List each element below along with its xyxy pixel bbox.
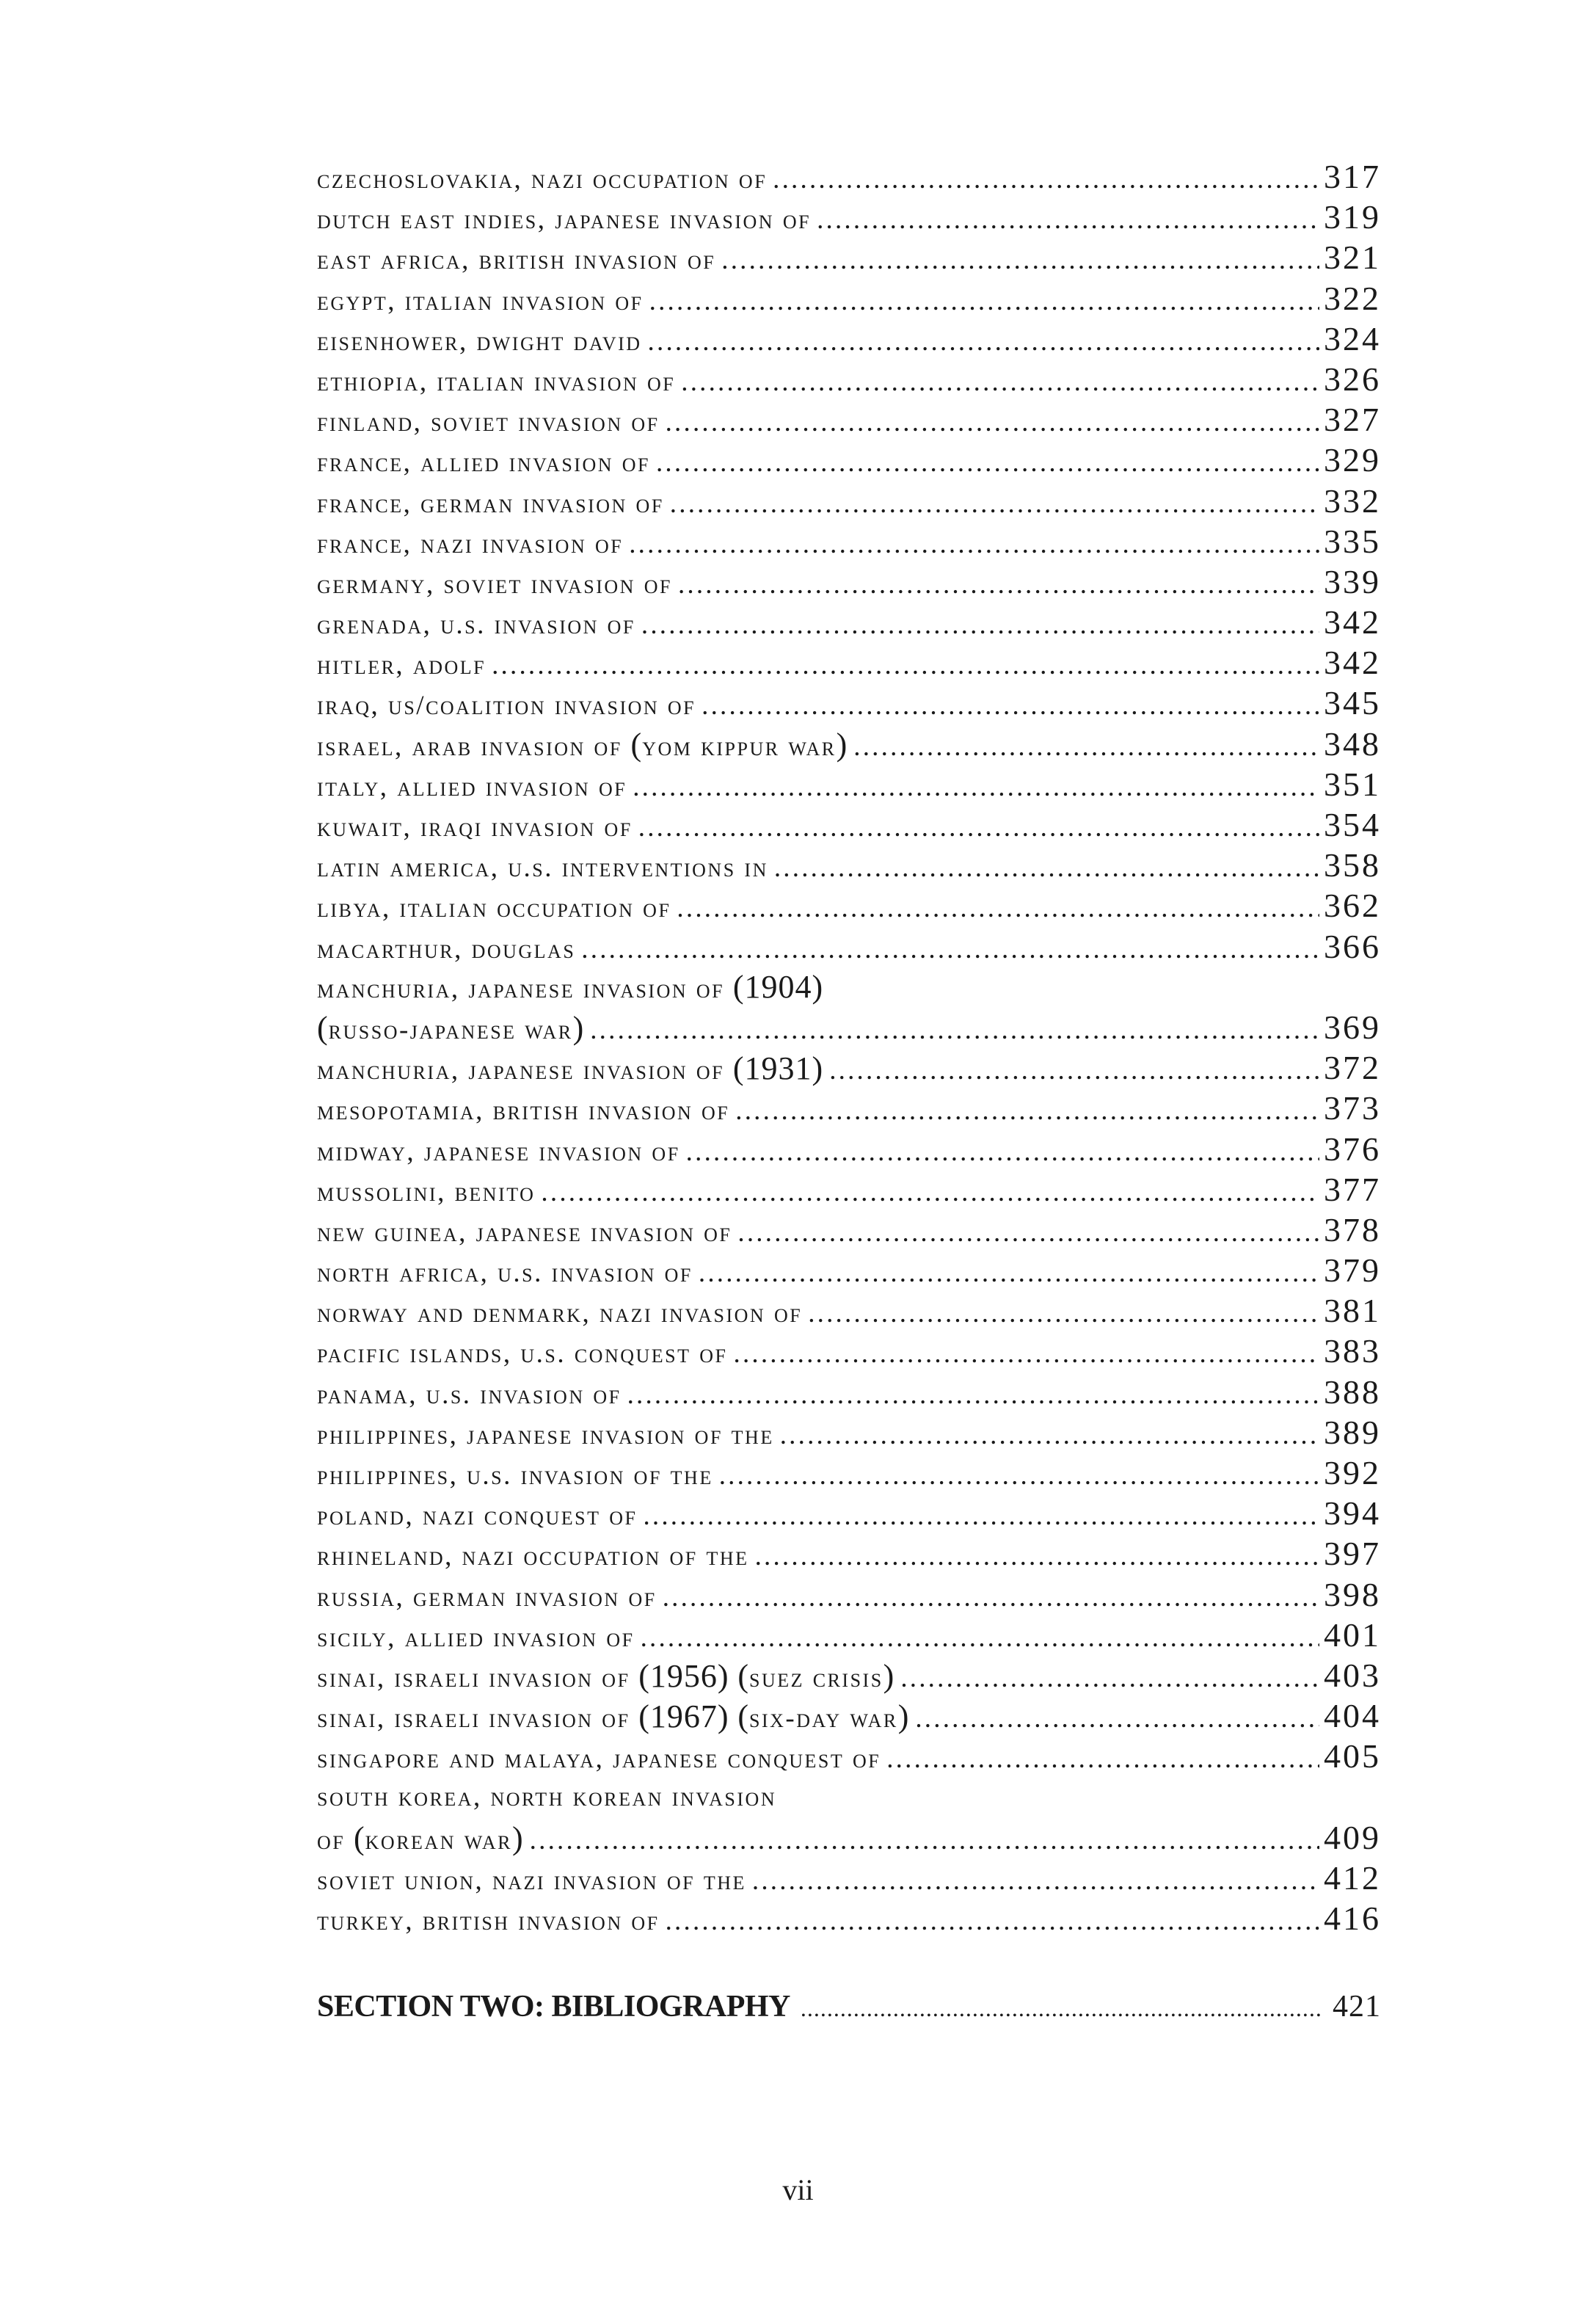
- toc-entry-title: mussolini, benito: [317, 1177, 536, 1207]
- toc-entry[interactable]: [317, 237, 1381, 277]
- toc-entry-line: [317, 197, 1381, 237]
- toc-entry[interactable]: [317, 1088, 1381, 1128]
- toc-entry-page: 394: [1324, 1494, 1381, 1533]
- toc-entry-title: sinai, israeli invasion of (1956) (suez crisis): [317, 1657, 895, 1694]
- toc-entry[interactable]: [317, 156, 1381, 197]
- toc-entry-page: 378: [1324, 1210, 1381, 1248]
- toc-entry[interactable]: [317, 967, 1381, 1047]
- dot-leader: [581, 929, 1319, 970]
- toc-entry-title: turkey, british invasion of: [317, 1906, 660, 1937]
- toc-entry-line: [317, 967, 1381, 1007]
- dot-leader: [641, 1618, 1319, 1658]
- toc-entry-title: latin america, u.s. interventions in: [317, 853, 768, 884]
- toc-entry-page: 348: [1324, 724, 1381, 763]
- dot-leader: [666, 1901, 1319, 1941]
- toc-entry[interactable]: [317, 764, 1381, 804]
- dot-leader: [678, 564, 1319, 605]
- dot-leader: [780, 1415, 1319, 1455]
- toc-entry-title: mesopotamia, british invasion of: [317, 1096, 730, 1127]
- toc-entry-title: east africa, british invasion of: [317, 245, 716, 276]
- toc-entry-line: [317, 1858, 1381, 1898]
- toc-entry-title: (russo-japanese war): [317, 1009, 585, 1046]
- toc-entry-title: dutch east indies, japanese invasion of: [317, 205, 812, 236]
- toc-entry-page: 398: [1324, 1575, 1381, 1613]
- dot-leader: [915, 1698, 1319, 1739]
- toc-entry-title: of (korean war): [317, 1820, 524, 1856]
- toc-entry-page: 335: [1324, 522, 1381, 560]
- toc-entry-page: 404: [1324, 1697, 1381, 1735]
- toc-entry-line: [317, 1210, 1381, 1250]
- toc-entry-page: 405: [1324, 1737, 1381, 1775]
- toc-entry-line: [317, 683, 1381, 723]
- toc-entry-page: 329: [1324, 441, 1381, 479]
- toc-entry[interactable]: [317, 1210, 1381, 1250]
- toc-entry-line: [317, 561, 1381, 602]
- toc-entry[interactable]: [317, 804, 1381, 845]
- toc-entry[interactable]: [317, 1574, 1381, 1615]
- toc-entry[interactable]: [317, 197, 1381, 237]
- toc-entry-title: grenada, u.s. invasion of: [317, 610, 635, 641]
- dot-leader: [773, 159, 1319, 200]
- toc-entry-page: 409: [1324, 1818, 1381, 1856]
- toc-entry-page: 389: [1324, 1413, 1381, 1451]
- toc-entry-title: midway, japanese invasion of: [317, 1136, 680, 1167]
- toc-entry[interactable]: [317, 440, 1381, 480]
- toc-entry-page: 366: [1324, 927, 1381, 965]
- toc-entry[interactable]: [317, 1412, 1381, 1453]
- dot-leader: [737, 1213, 1319, 1253]
- toc-entry-title: ethiopia, italian invasion of: [317, 366, 676, 397]
- toc-entry-page: 319: [1324, 198, 1381, 236]
- toc-entry-line: [317, 804, 1381, 845]
- toc-entry-line: [317, 237, 1381, 277]
- toc-entry-page: 322: [1324, 279, 1381, 317]
- toc-entry-title: germany, soviet invasion of: [317, 569, 672, 600]
- toc-entry-title: singapore and malaya, japanese conquest of: [317, 1744, 881, 1775]
- dot-leader: [663, 1577, 1319, 1618]
- toc-entry[interactable]: [317, 642, 1381, 683]
- toc-entry-line: [317, 399, 1381, 440]
- toc-entry[interactable]: [317, 845, 1381, 885]
- toc-entry-line: [317, 1777, 1381, 1817]
- toc-entry[interactable]: [317, 278, 1381, 319]
- toc-entry-title: finland, soviet invasion of: [317, 407, 660, 438]
- toc-entry-page: 372: [1324, 1049, 1381, 1087]
- toc-entry-page: 397: [1324, 1535, 1381, 1573]
- toc-entry-line: [317, 1290, 1381, 1331]
- toc-entry[interactable]: [317, 1169, 1381, 1210]
- toc-entry[interactable]: [317, 561, 1381, 602]
- toc-entry-line: [317, 319, 1381, 359]
- toc-entry[interactable]: [317, 1736, 1381, 1776]
- toc-entry[interactable]: [317, 1331, 1381, 1371]
- toc-entry-line: [317, 1372, 1381, 1412]
- dot-leader: [686, 1132, 1319, 1172]
- toc-entry-line: [317, 156, 1381, 197]
- dot-leader: [801, 1995, 1322, 2022]
- toc-entry-line: [317, 1007, 1381, 1047]
- toc-entry-page: 326: [1324, 360, 1381, 398]
- toc-entry-line: [317, 1088, 1381, 1128]
- toc-entry-page: 324: [1324, 319, 1381, 357]
- toc-entry-line: [317, 1331, 1381, 1371]
- toc-entry-page: 379: [1324, 1251, 1381, 1290]
- toc-entry-page: 358: [1324, 846, 1381, 884]
- toc-entry[interactable]: [317, 1898, 1381, 1938]
- toc-entry-page: 376: [1324, 1130, 1381, 1168]
- toc-entry-line: [317, 1493, 1381, 1533]
- toc-entry-line: [317, 1615, 1381, 1655]
- dot-leader: [817, 200, 1319, 240]
- toc-entry-line: [317, 1655, 1381, 1695]
- toc-entry-page: 416: [1324, 1900, 1381, 1938]
- dot-leader: [648, 321, 1319, 362]
- toc-entry[interactable]: [317, 926, 1381, 967]
- toc-entry[interactable]: [317, 1372, 1381, 1412]
- toc-entry-title: soviet union, nazi invasion of the: [317, 1865, 746, 1896]
- toc-entry[interactable]: [317, 319, 1381, 359]
- toc-entry[interactable]: [317, 521, 1381, 561]
- dot-leader: [492, 645, 1319, 686]
- dot-leader: [666, 402, 1319, 443]
- toc-entry-title: italy, allied invasion of: [317, 771, 627, 802]
- dot-leader: [719, 1455, 1319, 1496]
- toc-entry-title: sicily, allied invasion of: [317, 1622, 635, 1653]
- toc-entry-title: czechoslovakia, nazi occupation of: [317, 164, 768, 195]
- dot-leader: [670, 484, 1319, 524]
- toc-entry-page: 332: [1324, 481, 1381, 520]
- toc-entry[interactable]: [317, 1290, 1381, 1331]
- dot-leader: [656, 443, 1319, 483]
- toc-entry-title: manchuria, japanese invasion of (1931): [317, 1050, 824, 1087]
- toc-entry-line: [317, 521, 1381, 561]
- toc-entry-line: [317, 724, 1381, 764]
- toc-entry-title: macarthur, douglas: [317, 934, 576, 964]
- dot-leader: [681, 362, 1319, 402]
- toc-entry-line: [317, 642, 1381, 683]
- toc-entry-page: 345: [1324, 684, 1381, 722]
- toc-entry-page: 381: [1324, 1292, 1381, 1330]
- toc-entry-line: [317, 278, 1381, 319]
- toc-entry-page: 362: [1324, 887, 1381, 925]
- toc-entry-line: [317, 602, 1381, 642]
- toc-entry-page: 401: [1324, 1615, 1381, 1654]
- toc-entry-page: 327: [1324, 401, 1381, 439]
- toc-entry[interactable]: [317, 1453, 1381, 1493]
- toc-entry-line: [317, 1047, 1381, 1088]
- dot-leader: [829, 1050, 1319, 1091]
- toc-entry-title: france, nazi invasion of: [317, 528, 624, 559]
- toc-entry-title: france, allied invasion of: [317, 448, 650, 479]
- toc-entry[interactable]: [317, 481, 1381, 521]
- toc-entry-title: philippines, japanese invasion of the: [317, 1419, 774, 1450]
- dot-leader: [752, 1861, 1319, 1901]
- toc-entry-title: poland, nazi conquest of: [317, 1501, 638, 1532]
- dot-leader: [735, 1091, 1319, 1131]
- toc-entry-page: 354: [1324, 806, 1381, 843]
- toc-entry-page: 412: [1324, 1858, 1381, 1897]
- toc-entry-title: panama, u.s. invasion of: [317, 1379, 622, 1410]
- toc-entry-page: 321: [1324, 239, 1381, 277]
- toc-entry[interactable]: [317, 602, 1381, 642]
- toc-entry-line: [317, 1453, 1381, 1493]
- toc-entry-title: new guinea, japanese invasion of: [317, 1217, 732, 1248]
- toc-entry[interactable]: [317, 1047, 1381, 1088]
- dot-leader: [627, 1375, 1319, 1415]
- dot-leader: [699, 1253, 1319, 1293]
- dot-leader: [755, 1536, 1319, 1577]
- toc-entry[interactable]: [317, 1777, 1381, 1858]
- dot-leader: [633, 767, 1319, 807]
- toc-entry-title: israel, arab invasion of (yom kippur war): [317, 726, 848, 763]
- dot-leader: [721, 240, 1319, 280]
- toc-entry-line: [317, 1817, 1381, 1858]
- toc-entry-title: eisenhower, dwight david: [317, 326, 642, 357]
- toc-entry-line: [317, 1412, 1381, 1453]
- dot-leader: [808, 1293, 1319, 1334]
- toc-entry-title: south korea, north korean invasion: [317, 1781, 777, 1812]
- toc-entry-line: [317, 440, 1381, 480]
- toc-entry-line: [317, 1169, 1381, 1210]
- toc-entry[interactable]: [317, 1695, 1381, 1736]
- toc-entry-title: norway and denmark, nazi invasion of: [317, 1298, 803, 1329]
- toc-entry-title: sinai, israeli invasion of (1967) (six-day war): [317, 1698, 910, 1735]
- toc-entry-page: 339: [1324, 562, 1381, 600]
- toc-entry-line: [317, 1736, 1381, 1776]
- toc-entry-line: [317, 1898, 1381, 1938]
- toc-entry-title: manchuria, japanese invasion of (1904): [317, 968, 824, 1005]
- toc-entry[interactable]: [317, 359, 1381, 399]
- page-number: vii: [782, 2173, 814, 2206]
- section-two-title: SECTION TWO: BIBLIOGRAPHY: [317, 1990, 790, 2024]
- toc-entry-line: [317, 481, 1381, 521]
- section-two-entry[interactable]: [317, 1989, 1381, 2024]
- toc-entry-page: 373: [1324, 1089, 1381, 1127]
- dot-leader: [541, 1172, 1319, 1213]
- toc-entry-title: hitler, adolf: [317, 650, 487, 681]
- toc-entry-line: [317, 1695, 1381, 1736]
- toc-entry[interactable]: [317, 1655, 1381, 1695]
- toc-entry[interactable]: [317, 1250, 1381, 1290]
- toc-entry[interactable]: [317, 399, 1381, 440]
- toc-entry-page: 369: [1324, 1008, 1381, 1046]
- toc-entry-page: 351: [1324, 765, 1381, 803]
- toc-entry-line: [317, 1574, 1381, 1615]
- dot-leader: [702, 686, 1319, 726]
- toc-entry-page: 383: [1324, 1332, 1381, 1370]
- toc-entry-line: [317, 1129, 1381, 1169]
- toc-entry[interactable]: [317, 1858, 1381, 1898]
- toc-entry-page: 342: [1324, 644, 1381, 682]
- toc-entry-line: [317, 845, 1381, 885]
- toc-entry-title: kuwait, iraqi invasion of: [317, 813, 633, 843]
- toc-entry-page: 342: [1324, 603, 1381, 641]
- dot-leader: [643, 1496, 1319, 1536]
- toc-entry[interactable]: [317, 1129, 1381, 1169]
- toc-entry-page: 317: [1324, 158, 1381, 195]
- dot-leader: [590, 1010, 1319, 1050]
- toc-entry-page: 388: [1324, 1373, 1381, 1411]
- dot-leader: [677, 888, 1319, 928]
- dot-leader: [530, 1820, 1319, 1861]
- toc-entry-title: rhineland, nazi occupation of the: [317, 1541, 749, 1572]
- toc-entry-title: north africa, u.s. invasion of: [317, 1258, 693, 1289]
- dot-leader: [886, 1739, 1319, 1779]
- dot-leader: [900, 1658, 1319, 1698]
- dot-leader: [774, 848, 1319, 888]
- toc-entry-title: pacific islands, u.s. conquest of: [317, 1339, 728, 1370]
- toc-entry-title: iraq, us/coalition invasion of: [317, 691, 696, 721]
- toc-entry-line: [317, 1533, 1381, 1574]
- toc-entry-line: [317, 885, 1381, 926]
- toc-entry-title: libya, italian occupation of: [317, 893, 671, 924]
- toc-entry-title: russia, german invasion of: [317, 1582, 657, 1613]
- dot-leader: [629, 524, 1319, 564]
- toc-entry[interactable]: [317, 724, 1381, 764]
- dot-leader: [853, 727, 1319, 767]
- toc-entry-line: [317, 764, 1381, 804]
- toc-entry-page: 377: [1324, 1170, 1381, 1208]
- table-of-contents: [317, 156, 1381, 1938]
- toc-entry[interactable]: [317, 1615, 1381, 1655]
- dot-leader: [641, 605, 1319, 645]
- toc-entry-page: 403: [1324, 1656, 1381, 1694]
- toc-entry-line: [317, 926, 1381, 967]
- toc-entry-line: [317, 359, 1381, 399]
- toc-entry[interactable]: [317, 1493, 1381, 1533]
- toc-entry[interactable]: [317, 1533, 1381, 1574]
- dot-leader: [638, 807, 1319, 848]
- toc-entry-line: [317, 1250, 1381, 1290]
- toc-entry[interactable]: [317, 885, 1381, 926]
- toc-entry-title: france, german invasion of: [317, 488, 664, 519]
- dot-leader: [649, 281, 1319, 321]
- toc-entry-title: philippines, u.s. invasion of the: [317, 1461, 713, 1491]
- toc-entry-title: egypt, italian invasion of: [317, 286, 644, 316]
- toc-entry[interactable]: [317, 683, 1381, 723]
- section-two-page: 421: [1333, 1990, 1381, 2024]
- toc-entry-page: 392: [1324, 1454, 1381, 1491]
- dot-leader: [734, 1334, 1320, 1374]
